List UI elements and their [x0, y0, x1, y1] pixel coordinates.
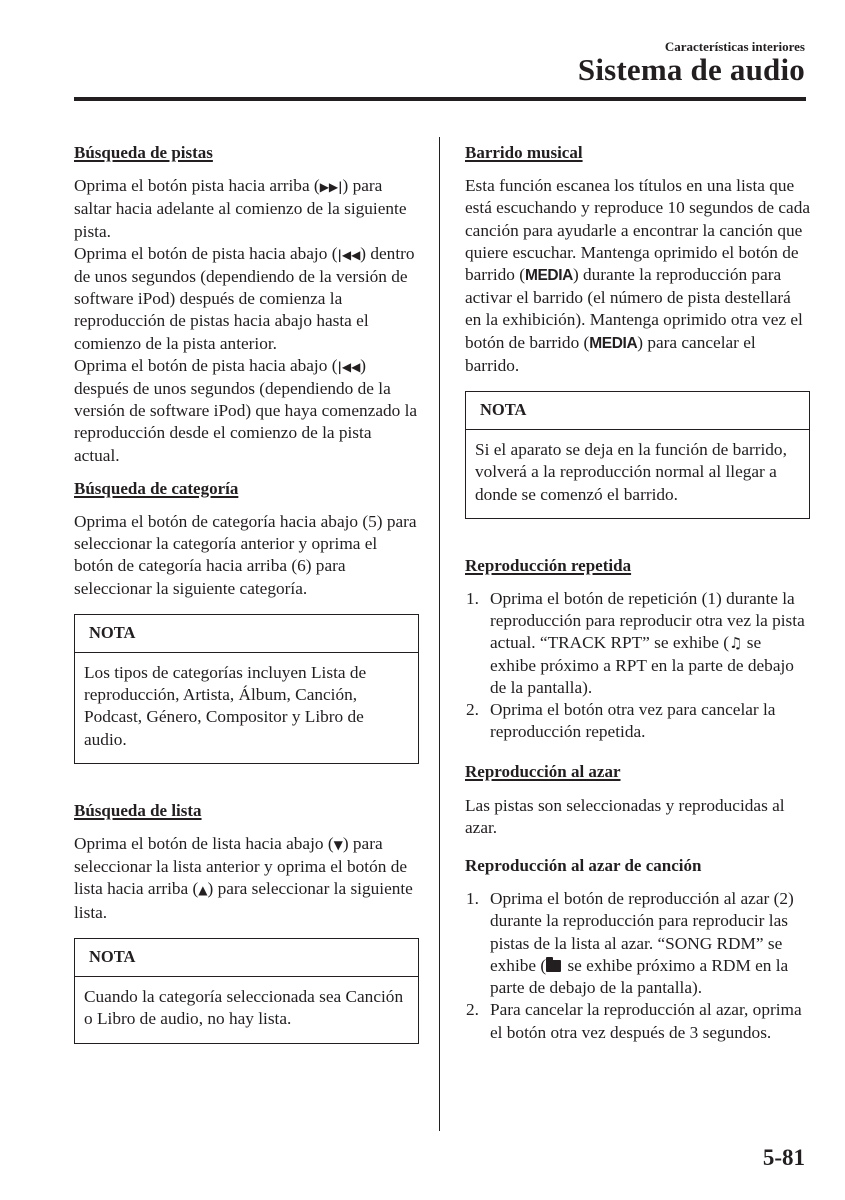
- step-number: 1.: [466, 589, 479, 609]
- page-title: Sistema de audio: [577, 52, 805, 87]
- previous-track-icon: |◀◀: [337, 359, 361, 374]
- page-number: 5-81: [762, 1145, 805, 1170]
- text: Oprima el botón de pista hacia abajo (: [74, 243, 338, 263]
- section-label: Características interiores: [664, 39, 805, 54]
- column-divider: [439, 137, 440, 1131]
- note-box: [74, 938, 419, 1044]
- left-column: [74, 142, 419, 1044]
- note-body: Si el aparato se deja en la función de barrido, volverá a la reproducción normal al llegar a donde se comenzó el barrido.: [475, 440, 787, 504]
- text: Para cancelar la reproducción al azar, oprima el botón otra vez después de 3 segundos.: [490, 1000, 802, 1042]
- folder-icon: [546, 960, 561, 972]
- text: ) para seleccionar la lista anterior y oprima el botón de lista hacia arriba (: [74, 834, 408, 899]
- repetida-steps: [465, 588, 810, 743]
- text: Oprima el botón de reproducción al azar (2) durante la reproducción para reproducir las pistas de la lista al azar. “SONG RDM” se exhibe (: [490, 889, 794, 975]
- heading-busqueda-pistas: Búsqueda de pistas: [74, 143, 213, 162]
- text: Oprima el botón de pista hacia abajo (: [74, 355, 338, 375]
- next-track-icon: ▶▶|: [319, 180, 343, 195]
- media-button-label: MEDIA: [589, 334, 638, 352]
- text: Oprima el botón de lista hacia abajo (: [74, 834, 334, 854]
- busqueda-pistas-body: [74, 175, 419, 467]
- heading-busqueda-lista: Búsqueda de lista: [74, 800, 202, 820]
- heading-reproduccion-repetida: Reproducción repetida: [465, 555, 632, 575]
- text: Esta función escanea los títulos en una lista que está escuchando y reproduce 10 segundos de cada canción para ayudarle a encontrar la canción que quiere escuchar. Mantenga oprimido el botón de barrido (: [465, 176, 811, 285]
- text: ) después de unos segundos (dependiendo de la versión de software iPod) que haya comenzado la reproducción desde el comienzo de la pista actual.: [74, 355, 418, 465]
- step-number: 2.: [466, 700, 479, 720]
- text: ) para seleccionar la siguiente lista.: [74, 879, 413, 922]
- text: Oprima el botón otra vez para cancelar la reproducción repetida.: [490, 700, 776, 742]
- list-item: [465, 588, 810, 699]
- media-button-label: MEDIA: [524, 267, 573, 285]
- heading-azar-cancion: Reproducción al azar de canción: [465, 856, 702, 876]
- heading-busqueda-categoria: Búsqueda de categoría: [74, 478, 239, 498]
- heading-reproduccion-azar: Reproducción al azar: [465, 762, 621, 782]
- list-item: [465, 699, 810, 743]
- text: se exhibe próximo a RPT en la parte de debajo de la pantalla).: [490, 633, 794, 697]
- down-arrow-icon: ▼: [333, 838, 343, 853]
- barrido-body: [465, 175, 810, 377]
- paragraph: [74, 243, 419, 355]
- azar-cancion-steps: [465, 888, 810, 1043]
- text: ) durante la reproducción para activar el barrido (el número de pista destellará en la exhibición). Mantenga oprimido otra vez el botón de barrido (: [465, 265, 803, 352]
- list-item: [465, 888, 810, 999]
- busqueda-categoria-body: Oprima el botón de categoría hacia abajo (5) para seleccionar la categoría anterior y oprima el botón de categoría hacia arriba (6) para seleccionar la siguiente categoría.: [74, 512, 417, 598]
- note-title: NOTA: [466, 392, 809, 430]
- up-arrow-icon: ▲: [198, 883, 208, 898]
- step-number: 1.: [466, 889, 479, 909]
- right-column: [465, 142, 810, 1044]
- heading-barrido-musical: Barrido musical: [465, 143, 583, 162]
- text: ) para cancelar el barrido.: [465, 332, 756, 375]
- note-body: Cuando la categoría seleccionada sea Canción o Libro de audio, no hay lista.: [84, 987, 404, 1029]
- paragraph: [74, 175, 419, 243]
- note-title: NOTA: [75, 615, 418, 653]
- note-body: Los tipos de categorías incluyen Lista de reproducción, Artista, Álbum, Canción, Podcast, Género, Compositor y Libro de audio.: [84, 663, 367, 749]
- text: Oprima el botón de repetición (1) durante la reproducción para reproducir otra vez la pista actual. “TRACK RPT” se exhibe (: [490, 589, 805, 653]
- list-item: [465, 999, 810, 1043]
- busqueda-lista-body: [74, 833, 419, 924]
- paragraph: [74, 355, 419, 467]
- step-number: 2.: [466, 1000, 479, 1020]
- text: ) dentro de unos segundos (dependiendo de la versión de software iPod) después de comienza la reproducción de pistas hacia abajo hasta el comienzo de la pista anterior.: [74, 243, 415, 353]
- note-box: [465, 391, 810, 519]
- note-box: [74, 614, 419, 764]
- text: ) para saltar hacia adelante al comienzo de la siguiente pista.: [74, 176, 407, 241]
- note-title: NOTA: [75, 939, 418, 977]
- previous-track-icon: |◀◀: [337, 247, 361, 262]
- azar-body: Las pistas son seleccionadas y reproducidas al azar.: [465, 795, 785, 837]
- text: Oprima el botón pista hacia arriba (: [74, 176, 320, 196]
- music-note-icon: ♫: [729, 634, 743, 653]
- header-rule: [74, 97, 806, 101]
- text: se exhibe próximo a RDM en la parte de debajo de la pantalla).: [490, 955, 789, 998]
